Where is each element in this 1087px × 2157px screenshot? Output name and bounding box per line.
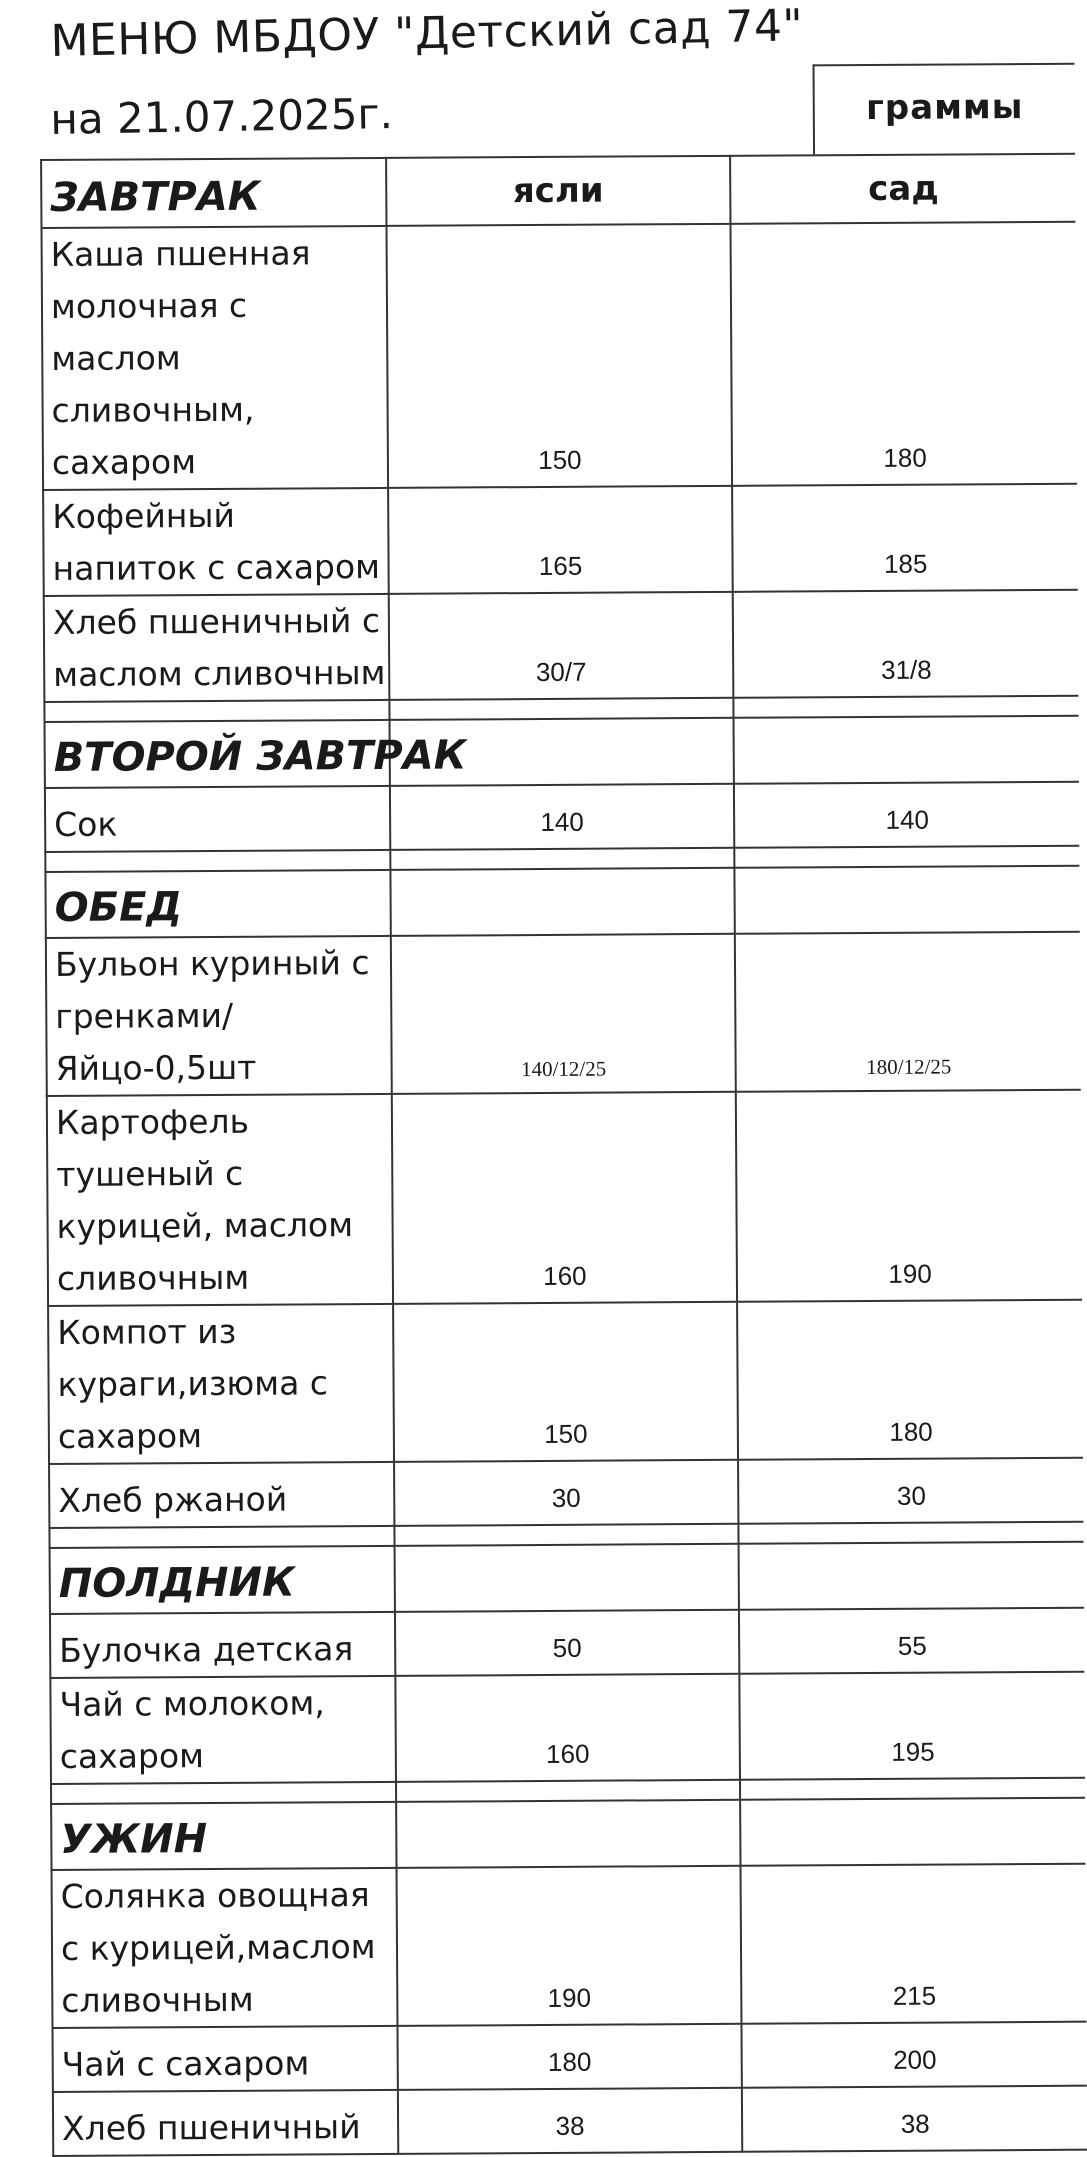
dish-name: Картофель тушеный с курицей, маслом сливочным — [47, 1094, 393, 1306]
dish-name: Солянка овощная с курицей,маслом сливочным — [52, 1868, 398, 2028]
garden-grams: 31/8 — [733, 590, 1078, 698]
dish-name: Хлеб пшеничный — [53, 2090, 398, 2156]
dish-name: Компот из кураги,изюма с сахаром — [48, 1304, 394, 1464]
nursery-grams: 30/7 — [388, 592, 733, 700]
dish-name: Бульон куриный с гренками/Яйцо-0,5шт — [46, 936, 392, 1096]
garden-grams: 180 — [737, 1300, 1083, 1460]
second-breakfast-header-row — [45, 716, 1079, 788]
dish-name: Кофейный напиток с сахаром — [43, 488, 388, 596]
table-row — [41, 222, 1077, 490]
garden-grams: 190 — [736, 1090, 1082, 1302]
nursery-grams: 160 — [391, 1092, 737, 1304]
nursery-grams: 50 — [395, 1610, 740, 1676]
section-title-second-breakfast: ВТОРОЙ ЗАВТРАК — [45, 720, 390, 788]
table-row — [53, 2086, 1087, 2156]
garden-grams: 38 — [742, 2086, 1087, 2152]
nursery-grams: 190 — [396, 1866, 742, 2026]
menu-table — [40, 153, 1087, 2157]
nursery-grams: 150 — [386, 224, 732, 488]
table-row — [50, 1608, 1084, 1678]
table-row — [50, 1672, 1085, 1784]
dish-name: Чай с молоком, сахаром — [50, 1676, 395, 1784]
table-row — [46, 932, 1081, 1096]
dish-name: Сок — [45, 786, 390, 852]
nursery-grams: 160 — [395, 1674, 740, 1782]
nursery-grams: 150 — [393, 1302, 739, 1462]
nursery-grams: 180 — [397, 2024, 742, 2090]
nursery-grams: 165 — [388, 486, 733, 594]
table-row — [47, 1090, 1082, 1306]
nursery-grams: 140 — [390, 784, 735, 850]
nursery-grams: 38 — [398, 2088, 743, 2154]
dish-name: Чай с сахаром — [52, 2026, 397, 2092]
dinner-header-row — [51, 1798, 1085, 1870]
garden-grams: 185 — [732, 484, 1077, 592]
table-row — [44, 590, 1079, 702]
menu-title: МЕНЮ МБДОУ "Детский сад 74" — [50, 0, 804, 67]
dish-name: Хлеб пшеничный с маслом сливочным — [44, 594, 389, 702]
column-header-nursery: ясли — [386, 156, 731, 226]
dish-name: Хлеб ржаной — [49, 1462, 394, 1528]
garden-grams: 180 — [731, 222, 1077, 486]
table-row — [52, 1864, 1087, 2028]
lunch-header-row — [45, 866, 1079, 938]
garden-grams: 215 — [741, 1864, 1087, 2024]
table-row — [45, 782, 1079, 852]
section-title-lunch: ОБЕД — [45, 870, 390, 938]
section-title-breakfast: ЗАВТРАК — [41, 158, 386, 228]
garden-grams: 180/12/25 — [735, 932, 1081, 1092]
garden-grams: 140 — [734, 782, 1079, 848]
table-row — [48, 1300, 1083, 1464]
column-header-garden: сад — [730, 154, 1075, 224]
section-title-snack: ПОЛДНИК — [50, 1546, 395, 1614]
snack-header-row — [50, 1542, 1084, 1614]
nursery-grams: 30 — [394, 1460, 739, 1526]
garden-grams: 200 — [742, 2022, 1087, 2088]
dish-name: Булочка детская — [50, 1612, 395, 1678]
garden-grams: 55 — [739, 1608, 1084, 1674]
grams-label: граммы — [865, 87, 1024, 128]
garden-grams: 195 — [740, 1672, 1085, 1780]
section-title-dinner: УЖИН — [51, 1802, 396, 1870]
table-row — [43, 484, 1078, 596]
dish-name: Каша пшенная молочная с маслом сливочным, сахаром — [41, 226, 387, 490]
table-row — [52, 2022, 1086, 2092]
nursery-grams: 140/12/25 — [390, 934, 736, 1094]
grams-header — [813, 63, 1076, 155]
garden-grams: 30 — [738, 1458, 1083, 1524]
menu-date: на 21.07.2025г. — [50, 89, 394, 144]
table-row — [49, 1458, 1083, 1528]
breakfast-header-row — [41, 154, 1075, 228]
